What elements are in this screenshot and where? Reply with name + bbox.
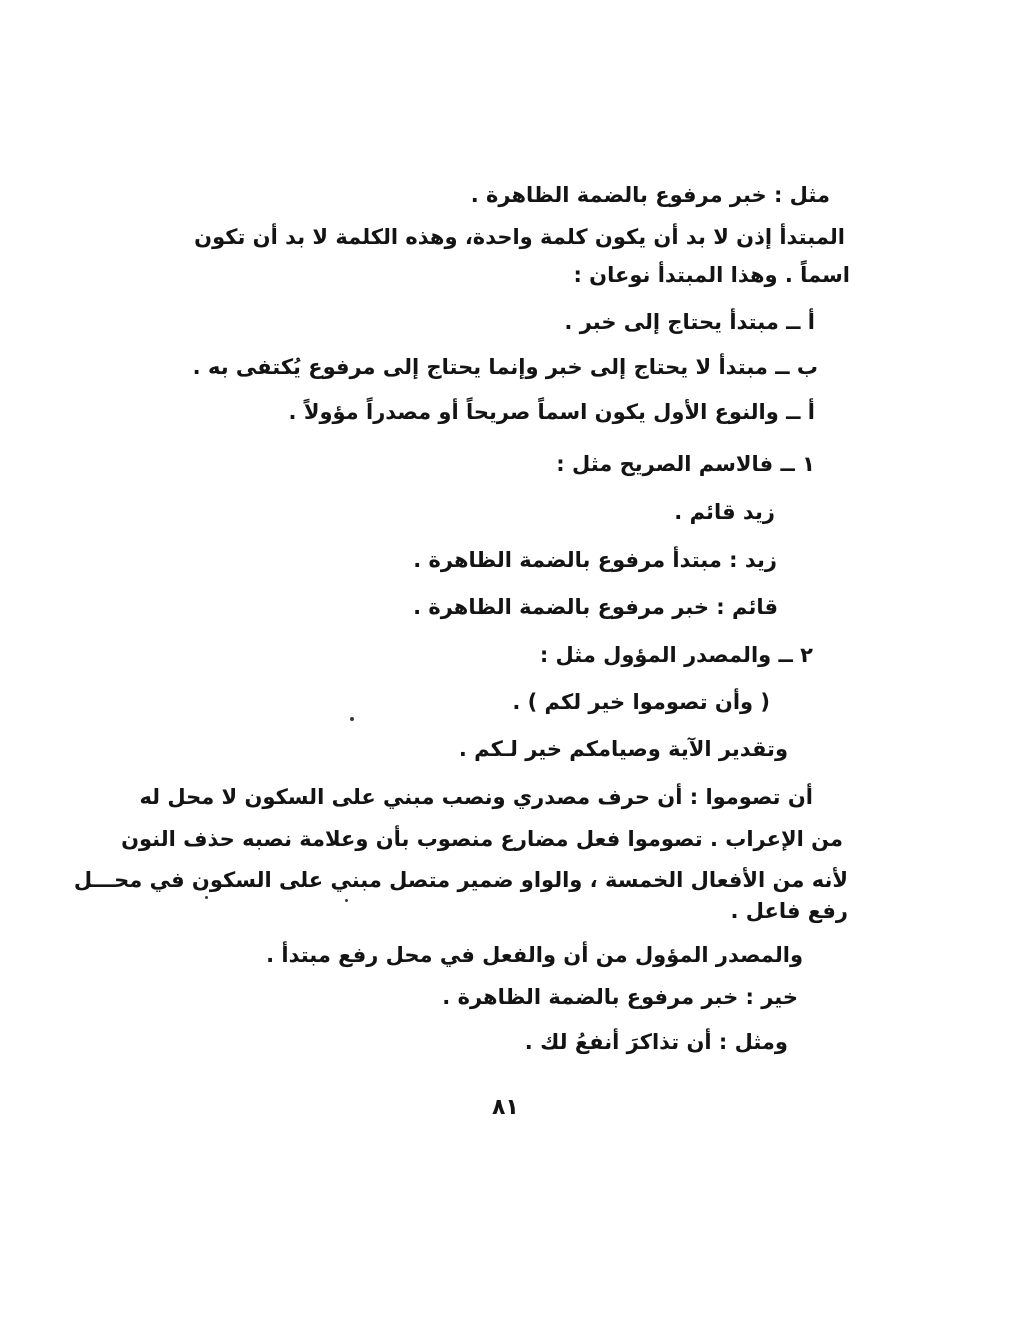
- text-line: اسماً . وهذا المبتدأ نوعان :: [573, 263, 850, 287]
- text-line: قائم : خبر مرفوع بالضمة الظاهرة .: [413, 595, 778, 619]
- text-line: المبتدأ إذن لا بد أن يكون كلمة واحدة، وهذه الكلمة لا بد أن تكون: [194, 225, 845, 249]
- text-line: أ ــ والنوع الأول يكون اسماً صريحاً أو مصدراً مؤولاً .: [288, 400, 815, 424]
- text-line: ومثل : أن تذاكرَ أنفعُ لك .: [524, 1030, 788, 1054]
- text-line: رفع فاعل .: [730, 899, 848, 923]
- text-line: أ ــ مبتدأ يحتاج إلى خبر .: [564, 310, 815, 334]
- text-line: أن تصوموا : أن حرف مصدري ونصب مبني على السكون لا محل له: [139, 785, 813, 809]
- text-line: من الإعراب . تصوموا فعل مضارع منصوب بأن وعلامة نصبه حذف النون: [121, 827, 843, 851]
- text-line: لأنه من الأفعال الخمسة ، والواو ضمير متصل مبني على السكون في محـــل: [73, 868, 848, 892]
- scan-speck: [205, 896, 208, 899]
- text-line: خير : خبر مرفوع بالضمة الظاهرة .: [442, 985, 798, 1009]
- text-line: ١ ــ فالاسم الصريح مثل :: [556, 452, 815, 476]
- text-line: والمصدر المؤول من أن والفعل في محل رفع مبتدأ .: [266, 943, 803, 967]
- scan-speck: [345, 899, 348, 902]
- text-line: ( وأن تصوموا خير لكم ) .: [512, 690, 770, 714]
- text-line: زيد قائم .: [674, 500, 775, 524]
- text-line: ب ــ مبتدأ لا يحتاج إلى خبر وإنما يحتاج إلى مرفوع يُكتفى به .: [192, 355, 818, 379]
- page-number: ٨١: [492, 1095, 519, 1120]
- text-line: مثل : خبر مرفوع بالضمة الظاهرة .: [470, 183, 830, 207]
- text-line: زيد : مبتدأ مرفوع بالضمة الظاهرة .: [413, 548, 777, 572]
- text-line: وتقدير الآية وصيامكم خير لـكم .: [458, 737, 788, 761]
- scan-speck: [350, 717, 354, 721]
- text-line: ٢ ــ والمصدر المؤول مثل :: [539, 643, 813, 667]
